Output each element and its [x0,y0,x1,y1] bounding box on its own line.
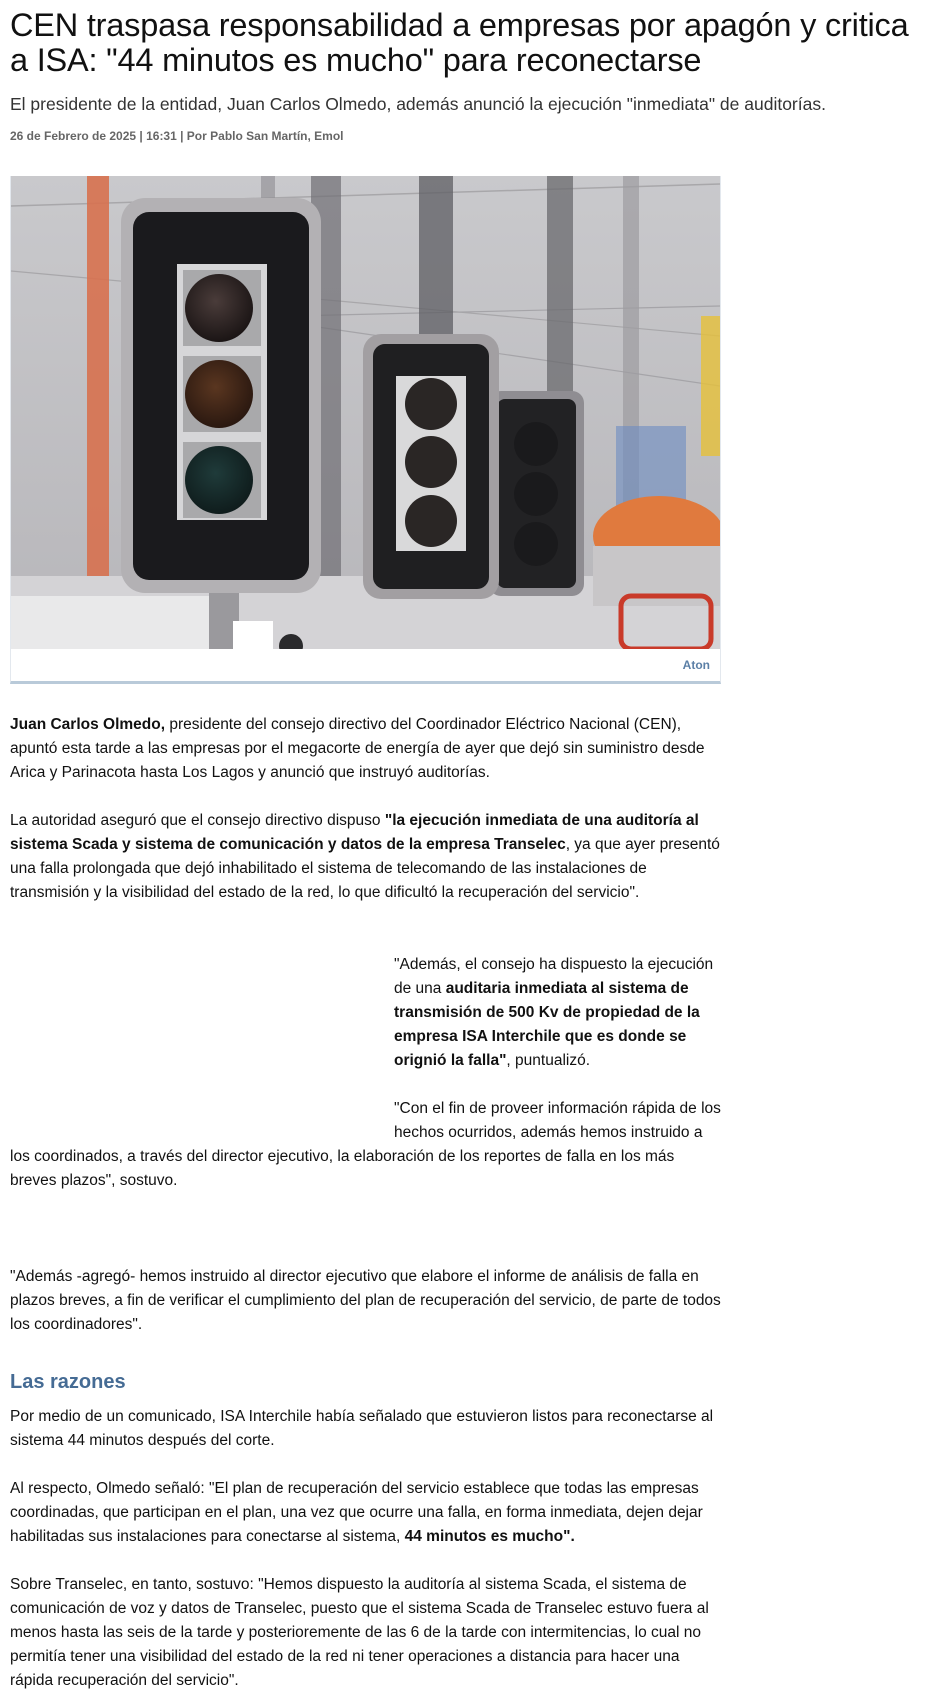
section-title: Las razones [10,1371,126,1393]
paragraph-6-pre: Al respecto, Olmedo señaló: "El plan de recuperación del servicio establece que todas las empresas coordinadas, que participan en el plan, una vez que ocurre una falla, en forma inmediata, dejen dejar habilitadas sus instalaciones para conectarse al sistema, [10,1480,703,1545]
paragraph-5 [10,1405,725,1453]
paragraph-7-text: Sobre Transelec, en tanto, sostuvo: "Hemos dispuesto la auditoría al sistema Scada, el sistema de comunicación de voz y datos de Transelec, puesto que el sistema Scada de Transelec estuvo fuera al menos hasta las seis de la tarde y posterioremente de las 6 de la tarde con intermitencias, lo cual no permitía tener una visibilidad del estado de la red ni tener operaciones a distancia para hacer una rápida recuperación del servicio". [10,1576,709,1689]
paragraph-7 [10,1573,725,1693]
paragraph-6-bold: 44 minutos es mucho". [404,1528,575,1545]
paragraph-3-post: , puntualizó. [506,1052,591,1069]
paragraph-1-bold: Juan Carlos Olmedo, [10,716,166,733]
photo-credit: Aton [682,658,710,672]
paragraph-6 [10,1477,725,1549]
paragraph-2-bold: "la ejecución inmediata de una auditoría al sistema Scada y sistema de comunicación y datos de la empresa Transelec [10,812,699,853]
paragraph-2-post: , ya que ayer presentó una falla prolongada que dejó inhabilitado el sistema de telecomando de las instalaciones de transmisión y la visibilidad del estado de la red, lo que dificultó la recuperación del servicio". [10,836,720,901]
paragraph-2 [10,809,725,905]
paragraph-4-text: "Además -agregó- hemos instruido al director ejecutivo que elabore el informe de análisis de falla en plazos breves, a fin de verificar el cumplimiento del plan de recuperación del servicio, de parte de todos los coordinadores". [10,1268,721,1333]
article-figure [10,176,721,684]
article-headline: CEN traspasa responsabilidad a empresas por apagón y critica a ISA: "44 minutos es mucho" para reconectarse [10,7,909,78]
paragraph-3-pre: "Además, el consejo ha dispuesto la ejecución de una [394,956,714,997]
paragraph-3-block [10,953,725,1193]
ad-placeholder [10,953,394,1145]
paragraph-3-bold: auditaria inmediata al sistema de transmisión de 500 Kv de propiedad de la empresa ISA Interchile que es donde se orignió la falla" [394,980,700,1069]
paragraph-3b: "Con el fin de proveer información rápida de los hechos ocurridos, además hemos instruido a los coordinados, a través del director ejecutivo, la elaboración de los reportes de falla en los más breves plazos", sostuvo. [10,1100,721,1189]
paragraph-4 [10,1265,725,1337]
paragraph-5-text: Por medio de un comunicado, ISA Interchile había señalado que estuvieron listos para reconectarse al sistema 44 minutos después del corte. [10,1408,714,1449]
paragraph-1 [10,713,725,785]
traffic-lights-photo[interactable] [11,176,720,649]
paragraph-2-pre: La autoridad aseguró que el consejo directivo dispuso [10,812,385,829]
article-subhead: El presidente de la entidad, Juan Carlos Olmedo, además anunció la ejecución "inmediata" de auditorías. [10,94,826,114]
paragraph-1-text: presidente del consejo directivo del Coordinador Eléctrico Nacional (CEN), apuntó esta tarde a las empresas por el megacorte de energía de ayer que dejó sin suministro desde Arica y Parinacota hasta Los Lagos y anunció que instruyó auditorías. [10,716,705,781]
article-meta: 26 de Febrero de 2025 | 16:31 | Por Pablo San Martín, Emol [10,129,344,143]
